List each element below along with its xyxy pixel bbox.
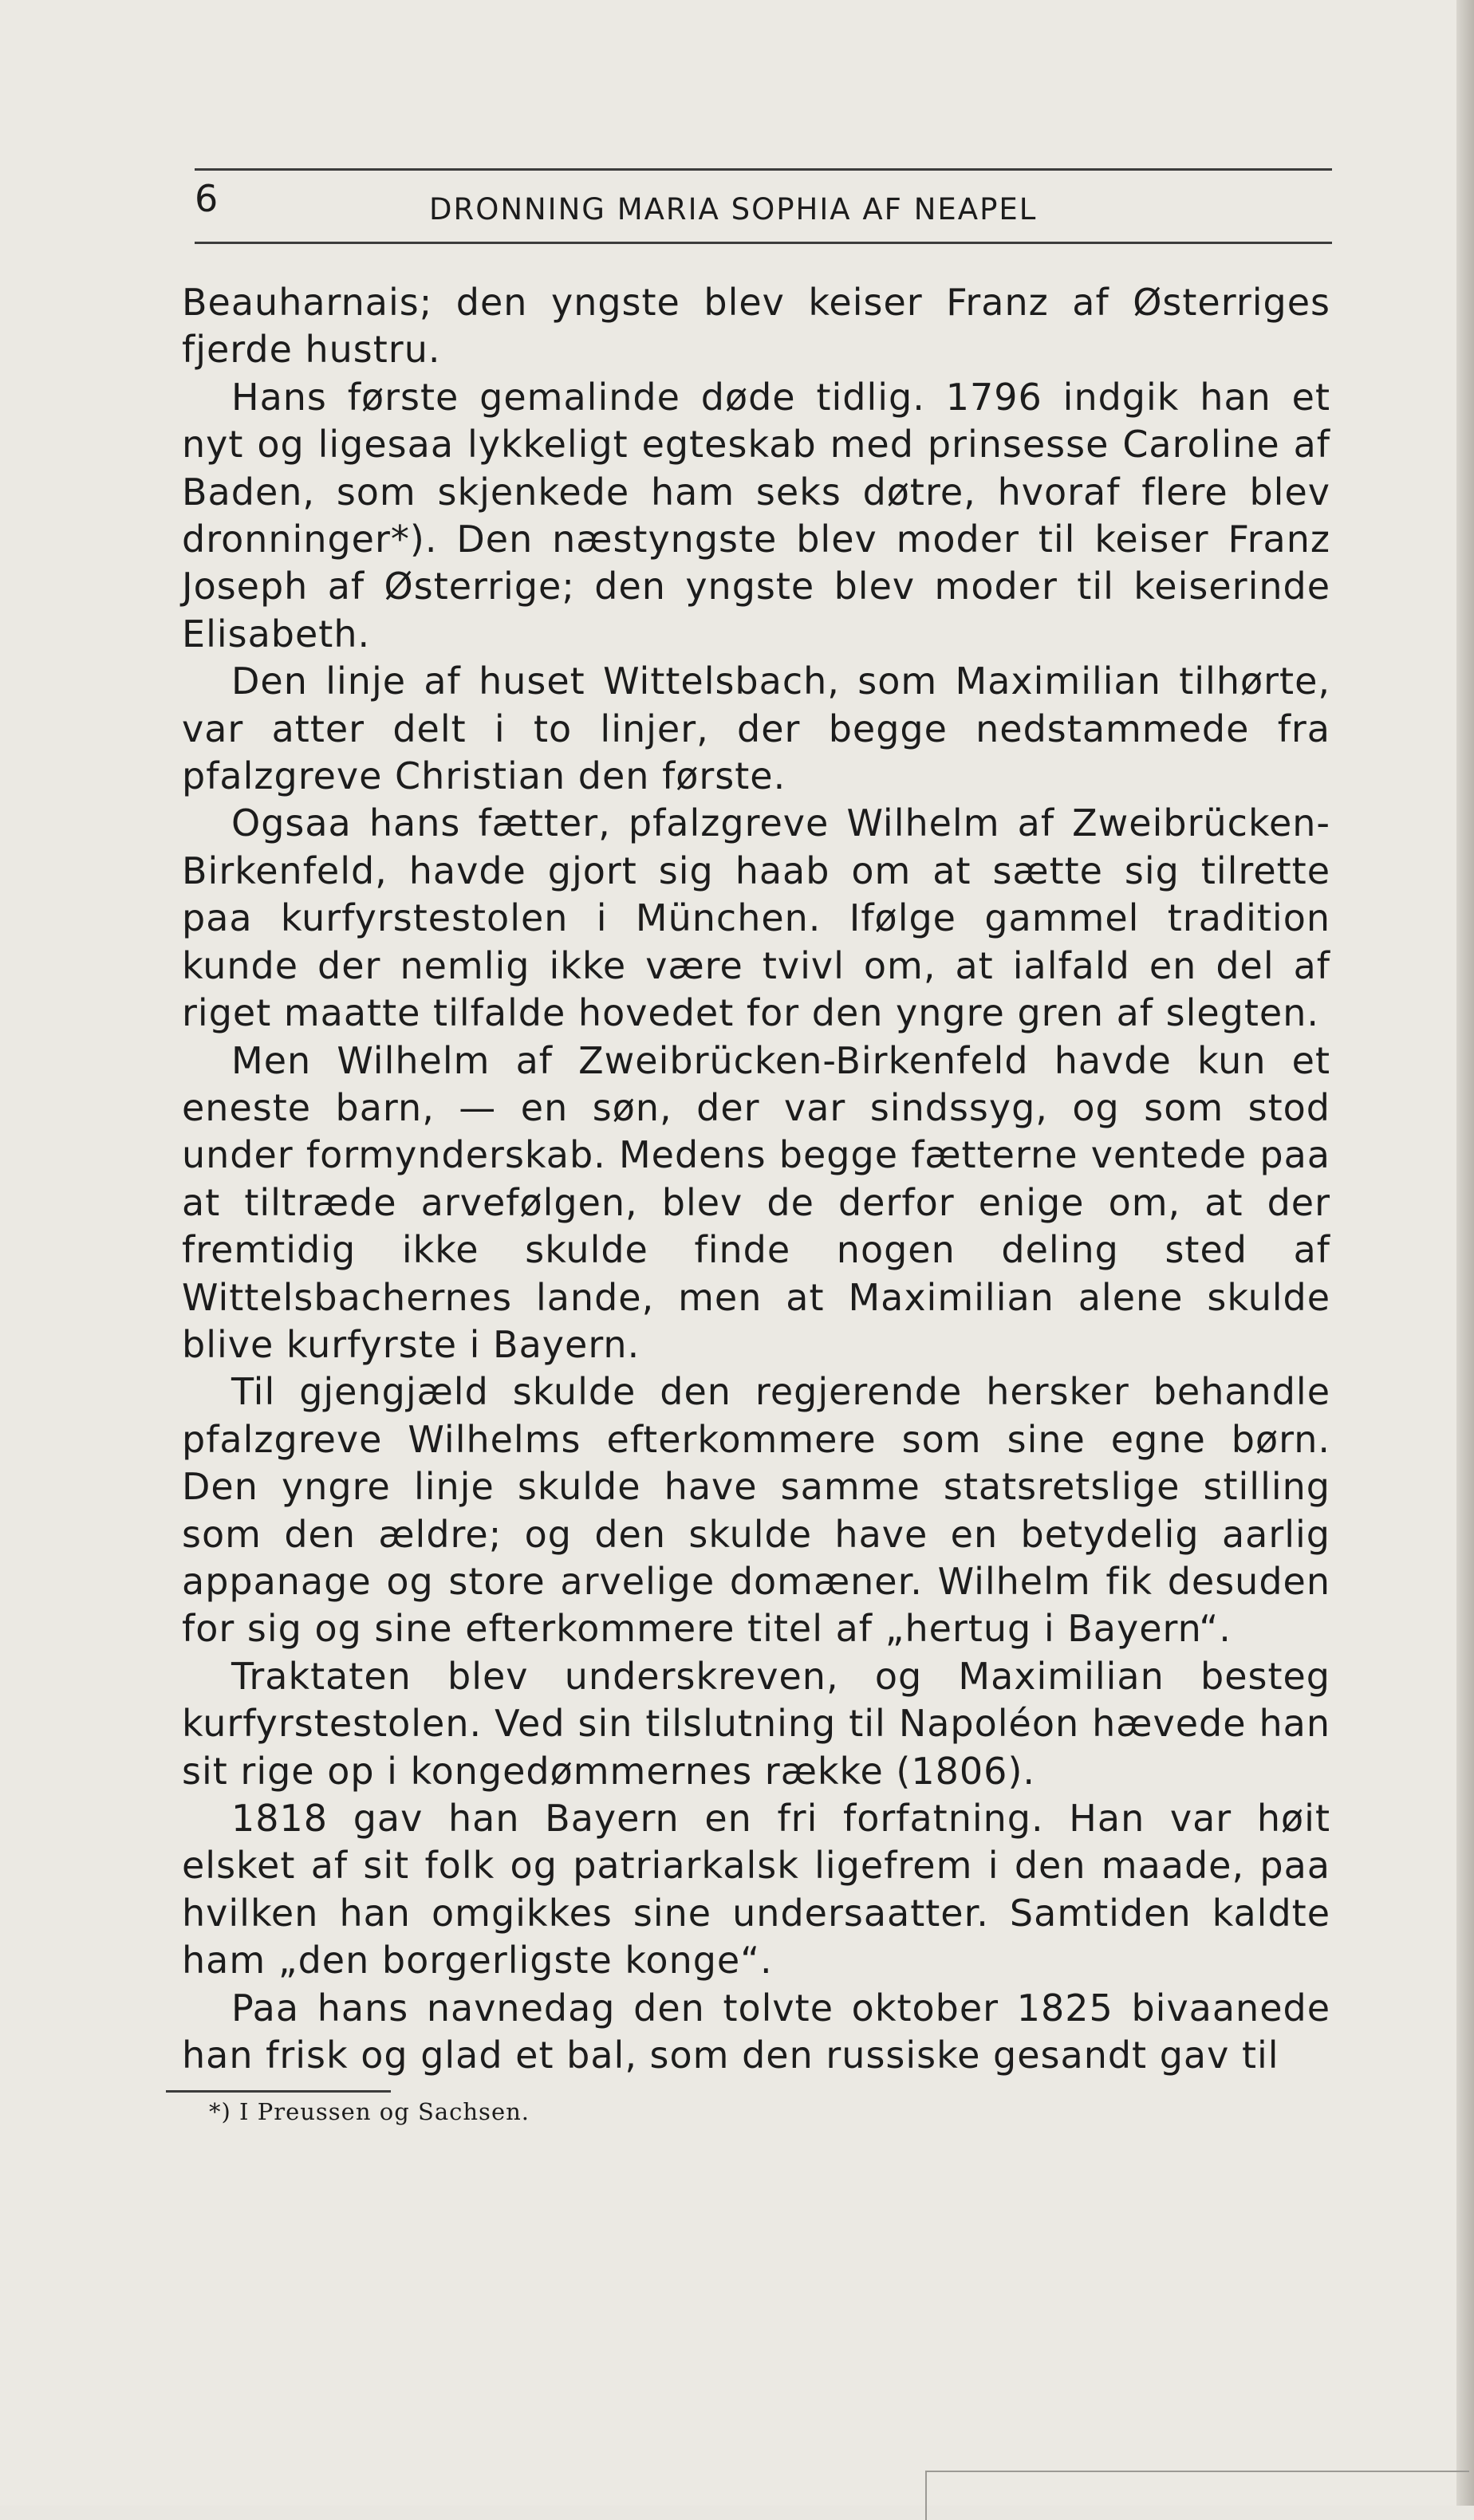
page-corner-edge bbox=[925, 2471, 1469, 2520]
running-title: DRONNING MARIA SOPHIA AF NEAPEL bbox=[429, 192, 1038, 226]
paragraph: Paa hans navnedag den tolvte oktober 1825 bivaanede han frisk og glad et bal, som den russiske gesandt gav til bbox=[182, 1986, 1330, 2077]
page-header bbox=[195, 163, 1332, 246]
header-top-rule bbox=[195, 168, 1332, 171]
paragraph: Den linje af huset Wittelsbach, som Maximilian tilhørte, var atter delt i to linjer, der begge nedstammede fra pfalzgreve Christian den første. bbox=[182, 660, 1330, 798]
footnote-rule bbox=[166, 2090, 391, 2093]
paragraph: 1818 gav han Bayern en fri forfatning. Han var høit elsket af sit folk og patriarkalsk ligefrem i den maade, paa hvilken han omgikkes sine undersaatter. Samtiden kaldte ham „den borgerligste konge“. bbox=[182, 1797, 1330, 1983]
page-edge-shadow bbox=[1456, 0, 1474, 2506]
paragraph: Til gjengjæld skulde den regjerende hersker behandle pfalzgreve Wilhelms efterkommere som sine egne børn. Den yngre linje skulde have samme statsretslige stilling som den ældre; og den skulde have en betydelig aarlig appanage og store arvelige domæner. Wilhelm fik desuden for sig og sine efterkommere titel af „hertug i Bayern“. bbox=[182, 1370, 1330, 1651]
paragraph: Hans første gemalinde døde tidlig. 1796 indgik han et nyt og ligesaa lykkeligt egteskab med prinsesse Caroline af Baden, som skjenkede ham seks døtre, hvoraf flere blev dronninger*). Den næstyngste blev moder til keiser Franz Joseph af Østerrige; den yngste blev moder til keiserinde Elisabeth. bbox=[182, 375, 1330, 656]
body-text bbox=[182, 279, 1330, 2079]
paragraph: Beauharnais; den yngste blev keiser Franz af Østerriges fjerde hustru. bbox=[182, 281, 1330, 372]
paragraph: Traktaten blev underskreven, og Maximilian besteg kurfyrstestolen. Ved sin tilslutning til Napoléon hævede han sit rige op i kongedømmernes række (1806). bbox=[182, 1654, 1330, 1793]
page-number: 6 bbox=[195, 177, 219, 220]
footnote: *) I Preussen og Sachsen. bbox=[209, 2098, 530, 2125]
paragraph: Men Wilhelm af Zweibrücken-Birkenfeld havde kun et eneste barn, — en søn, der var sindssyg, og som stod under formynderskab. Medens begge fætterne ventede paa at tiltræde arvefølgen, blev de derfor enige om, at der fremtidig ikke skulde finde nogen deling sted af Wittelsbachernes lande, men at Maximilian alene skulde blive kurfyrste i Bayern. bbox=[182, 1038, 1330, 1366]
paragraph: Ogsaa hans fætter, pfalzgreve Wilhelm af Zweibrücken-Birkenfeld, havde gjort sig haab om at sætte sig tilrette paa kurfyrstestolen i München. Ifølge gammel tradition kunde der nemlig ikke være tvivl om, at ialfald en del af riget maatte tilfalde hovedet for den yngre gren af slegten. bbox=[182, 801, 1330, 1035]
header-bottom-rule bbox=[195, 242, 1332, 244]
